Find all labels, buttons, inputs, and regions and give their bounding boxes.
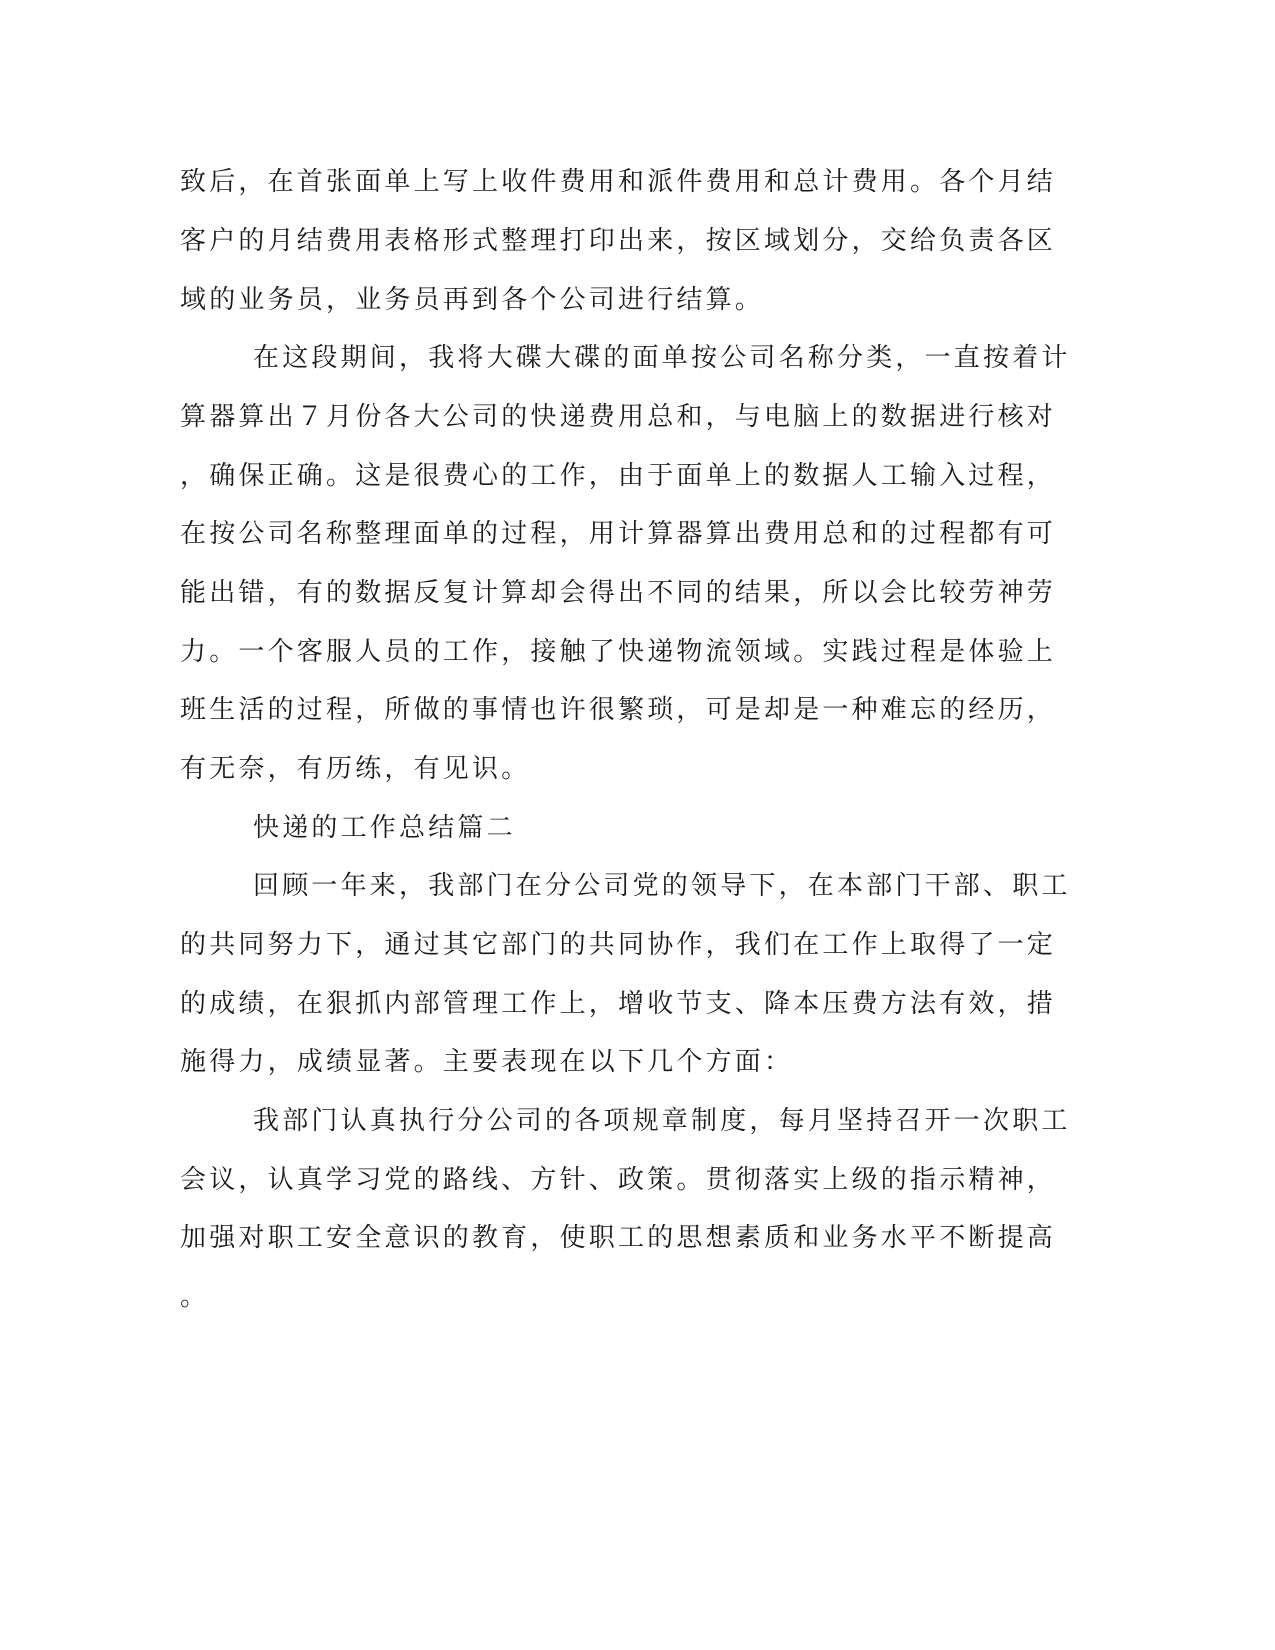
text-line: 的共同努力下，通过其它部门的共同协作，我们在工作上取得了一定 [180,930,1057,960]
paragraph-first-line: 回顾一年来，我部门在分公司党的领导下，在本部门干部、职工 [253,871,1071,901]
text-line: 会议，认真学习党的路线、方针、政策。贯彻落实上级的指示精神， [180,1165,1057,1195]
text-line: 施得力，成绩显著。主要表现在以下几个方面： [180,1047,794,1077]
paragraph-first-line: 我部门认真执行分公司的各项规章制度，每月坚持召开一次职工 [253,1106,1071,1136]
text-line: 班生活的过程，所做的事情也许很繁琐，可是却是一种难忘的经历， [180,695,1057,725]
text-line: 致后，在首张面单上写上收件费用和派件费用和总计费用。各个月结 [180,167,1057,197]
text-line: 。 [180,1282,210,1312]
text-line: 在按公司名称整理面单的过程，用计算器算出费用总和的过程都有可 [180,519,1057,549]
paragraph-first-line: 在这段期间，我将大碟大碟的面单按公司名称分类，一直按着计 [253,343,1071,373]
text-line: 加强对职工安全意识的教育，使职工的思想素质和业务水平不断提高 [180,1223,1057,1253]
text-line: 域的业务员，业务员再到各个公司进行结算。 [180,285,765,315]
text-line: 有无奈，有历练，有见识。 [180,754,531,784]
text-line: 能出错，有的数据反复计算却会得出不同的结果，所以会比较劳神劳 [180,578,1057,608]
text-line: 力。一个客服人员的工作，接触了快递物流领域。实践过程是体验上 [180,637,1057,667]
text-line: 客户的月结费用表格形式整理打印出来，按区域划分，交给负责各区 [180,226,1057,256]
text-line: 的成绩，在狠抓内部管理工作上，增收节支、降本压费方法有效，措 [180,989,1057,1019]
text-line: ，确保正确。这是很费心的工作，由于面单上的数据人工输入过程， [180,461,1057,491]
section-heading: 快递的工作总结篇二 [253,813,516,843]
text-line: 算器算出７月份各大公司的快递费用总和，与电脑上的数据进行核对 [180,402,1057,432]
